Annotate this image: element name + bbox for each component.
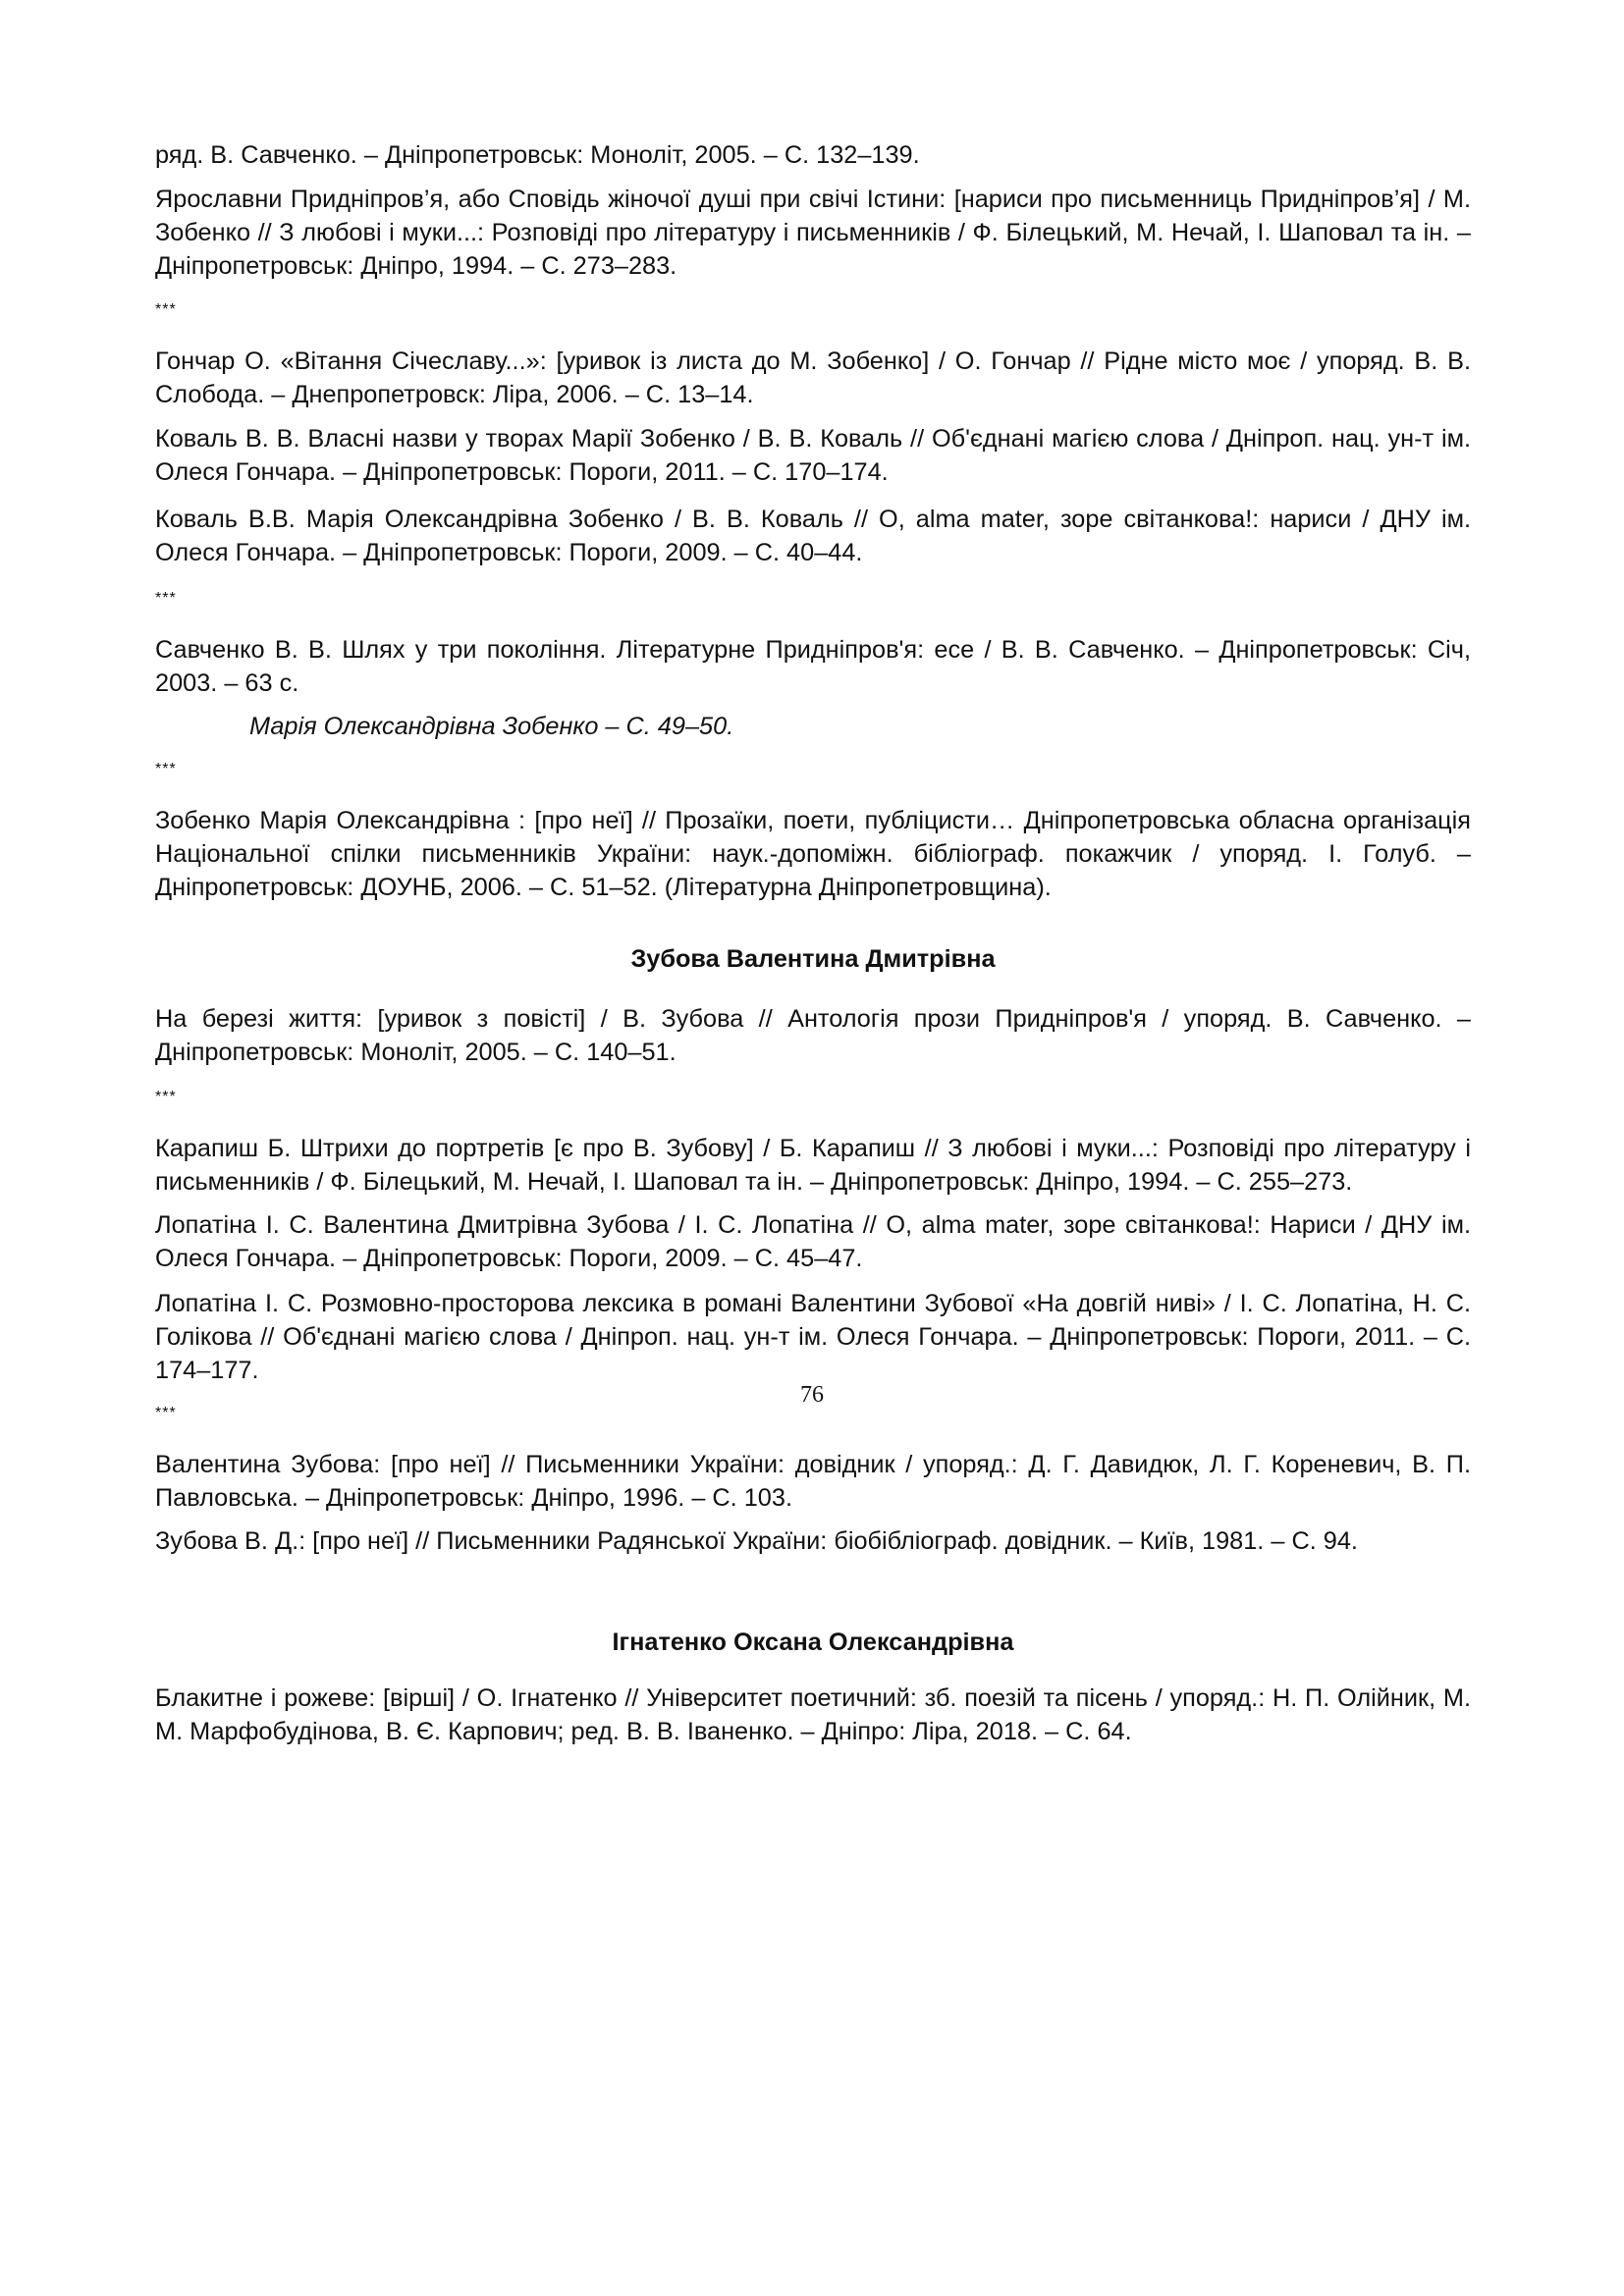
section-separator: *** (155, 1405, 177, 1421)
author-heading: Зубова Валентина Дмитрівна (630, 945, 996, 973)
section-separator: *** (155, 761, 177, 777)
section-separator: *** (155, 301, 177, 318)
bibliography-entry: Гончар О. «Вітання Січеславу...»: [уривок із листа до М. Зобенко] / О. Гончар // Рідне місто моє / упоряд. В. В. Слобода. – Днепропетровск: Ліра, 2006. – С. 13–14. (155, 347, 1471, 408)
section-separator: *** (155, 590, 177, 607)
section-separator: *** (155, 1089, 177, 1105)
page-number: 76 (800, 1382, 824, 1408)
bibliography-entry: Савченко В. В. Шлях у три покоління. Літературне Придніпров'я: есе / В. В. Савченко. – Дніпропетровськ: Січ, 2003. – 63 с. (155, 636, 1471, 697)
bibliography-entry: На березі життя: [уривок з повісті] / В. Зубова // Антологія прози Придніпров'я / упоряд. В. Савченко. – Дніпропетровськ: Моноліт, 2005. – С. 140–51. (155, 1005, 1471, 1066)
bibliography-entry: Зобенко Марія Олександрівна : [про неї] // Прозаїки, поети, публіцисти… Дніпропетровська обласна організація Національної спілки письменників України: наук.-допоміжн. бібліограф. покажчик / упоряд. І. Голуб. – Дніпропетровськ: ДОУНБ, 2006. – С. 51–52. (Літературна Дніпропетровщина). (155, 807, 1471, 901)
bibliography-entry: Коваль В.В. Марія Олександрівна Зобенко / В. В. Коваль // О, alma mater, зоре світанкова!: нариси / ДНУ ім. Олеся Гончара. – Дніпропетровськ: Пороги, 2009. – С. 40–44. (155, 506, 1471, 566)
bibliography-entry: Лопатіна І. С. Розмовно-просторова лексика в романі Валентини Зубової «На довгій ниві» / І. С. Лопатіна, Н. С. Голікова // Об'єднані магією слова / Дніпроп. нац. ун-т ім. Олеся Гончара. – Дніпропетровськ: Пороги, 2011. – С. 174–177. (155, 1290, 1471, 1384)
bibliography-entry: Валентина Зубова: [про неї] // Письменники України: довідник / упоряд.: Д. Г. Давидюк, Л. Г. Кореневич, В. П. Павловська. – Дніпропетровськ: Дніпро, 1996. – С. 103. (155, 1451, 1471, 1512)
bibliography-note: Марія Олександрівна Зобенко – С. 49–50. (249, 713, 734, 740)
bibliography-entry: Блакитне і рожеве: [вірші] / О. Ігнатенко // Університет поетичний: зб. поезій та пісень / упоряд.: Н. П. Олійник, М. М. Марфобудінова, В. Є. Карпович; ред. В. В. Іваненко. – Дніпро: Ліра, 2018. – С. 64. (155, 1684, 1471, 1745)
author-heading: Ігнатенко Оксана Олександрівна (612, 1629, 1014, 1656)
bibliography-entry: Лопатіна І. С. Валентина Дмитрівна Зубова / І. С. Лопатіна // О, alma mater, зоре світанкова!: Нариси / ДНУ ім. Олеся Гончара. – Дніпропетровськ: Пороги, 2009. – С. 45–47. (155, 1211, 1471, 1272)
bibliography-entry: ряд. В. Савченко. – Дніпропетровськ: Моноліт, 2005. – С. 132–139. (155, 141, 920, 169)
bibliography-entry: Зубова В. Д.: [про неї] // Письменники Радянської України: біобібліограф. довідник. – Київ, 1981. – С. 94. (155, 1527, 1358, 1555)
bibliography-entry: Коваль В. В. Власні назви у творах Марії Зобенко / В. В. Коваль // Об'єднані магією слова / Дніпроп. нац. ун-т ім. Олеся Гончара. – Дніпропетровськ: Пороги, 2011. – С. 170–174. (155, 425, 1471, 486)
bibliography-entry: Карапиш Б. Штрихи до портретів [є про В. Зубову] / Б. Карапиш // З любові і муки...: Розповіді про літературу і письменників / Ф. Білецький, М. Нечай, І. Шаповал та ін. – Дніпропетровськ: Дніпро, 1994. – С. 255–273. (155, 1135, 1471, 1196)
bibliography-entry: Ярославни Придніпров’я, або Сповідь жіночої душі при свічі Істини: [нариси про письменниць Придніпров’я] / М. Зобенко // З любові і муки...: Розповіді про літературу і письменників / Ф. Білецький, М. Нечай, І. Шаповал та ін. – Дніпропетровськ: Дніпро, 1994. – С. 273–283. (155, 186, 1471, 280)
